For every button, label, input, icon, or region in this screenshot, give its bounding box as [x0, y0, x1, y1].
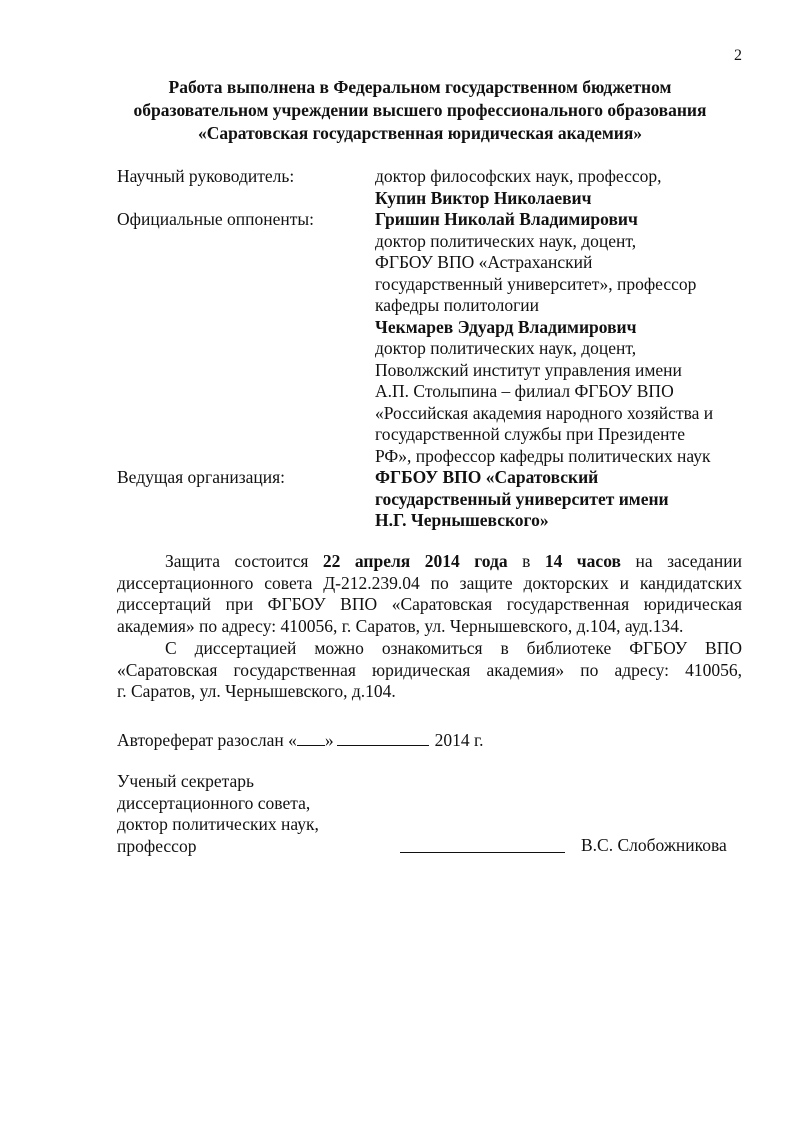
opponent-1-name: Гришин Николай Владимирович — [375, 209, 638, 229]
secretary-line: профессор — [117, 835, 197, 856]
opponent-2-line: «Российская академия народного хозяйства и — [375, 402, 714, 423]
defense-time: 14 часов — [544, 551, 621, 571]
defense-line-1: Защита состоится 22 апреля 2014 года в 14 часов на заседании — [165, 551, 743, 571]
header-line-1: Работа выполнена в Федеральном государственном бюджетном — [168, 77, 672, 97]
secretary-line: Ученый секретарь — [117, 771, 254, 791]
opponent-2-line: доктор политических наук, доцент, — [375, 338, 637, 358]
library-line-2: «Саратовская государственная юридическая академия» по адресу: 410056, — [117, 659, 742, 680]
distributed-line: Автореферат разослан « » 2014 г. — [117, 730, 484, 750]
library-line-1: С диссертацией можно ознакомиться в библиотеке ФГБОУ ВПО — [165, 638, 742, 658]
leading-org-line: ФГБОУ ВПО «Саратовский — [375, 467, 599, 487]
header-line-3: «Саратовская государственная юридическая академия» — [197, 123, 643, 143]
page-number: 2 — [734, 47, 742, 64]
leading-org-line: государственный университет имени — [375, 488, 669, 509]
header-line-2: образовательном учреждении высшего профессионального образования — [133, 100, 707, 120]
supervisor-block — [375, 166, 662, 209]
opponent-2-line: А.П. Столыпина – филиал ФГБОУ ВПО — [375, 381, 674, 401]
defense-line-2: диссертационного совета Д-212.239.04 по защите докторских и кандидатских — [117, 572, 742, 593]
opponent-1-line: кафедры политологии — [375, 295, 539, 315]
opponent-1-line: ФГБОУ ВПО «Астраханский — [375, 252, 593, 272]
opponents-block — [375, 209, 713, 467]
leading-org-line: Н.Г. Чернышевского» — [375, 510, 549, 530]
opponent-2-line: государственной службы при Президенте — [375, 424, 685, 444]
defense-line-4: академия» по адресу: 410056, г. Саратов, ул. Чернышевского, д.104, ауд.134. — [117, 615, 684, 636]
secretary-name: В.С. Слобожникова — [581, 835, 727, 855]
defense-paragraph — [117, 551, 742, 637]
opponent-2-line: Поволжский институт управления имени — [375, 359, 682, 380]
defense-date: 22 апреля 2014 года — [322, 551, 508, 571]
library-line-3: г. Саратов, ул. Чернышевского, д.104. — [117, 681, 396, 702]
secretary-block — [117, 771, 319, 857]
supervisor-label: Научный руководитель: — [117, 166, 295, 186]
opponents-label: Официальные оппоненты: — [117, 209, 314, 229]
leading-org-block — [375, 467, 669, 532]
institution-header — [50, 76, 790, 145]
opponent-2-name: Чекмарев Эдуард Владимирович — [375, 316, 637, 337]
supervisor-degree: доктор философских наук, профессор, — [375, 166, 662, 186]
defense-line-3: диссертаций при ФГБОУ ВПО «Саратовская государственная юридическая — [117, 594, 742, 615]
opponent-1-line: государственный университет», профессор — [375, 273, 697, 294]
secretary-line: доктор политических наук, — [117, 814, 319, 834]
signature-line — [400, 852, 565, 853]
opponent-1-line: доктор политических наук, доцент, — [375, 230, 637, 251]
supervisor-name: Купин Виктор Николаевич — [375, 187, 592, 208]
library-paragraph — [117, 638, 742, 703]
month-blank — [337, 744, 429, 746]
leading-org-label: Ведущая организация: — [117, 467, 286, 487]
secretary-line: диссертационного совета, — [117, 792, 311, 813]
opponent-2-line: РФ», профессор кафедры политических наук — [375, 445, 711, 466]
day-blank — [297, 744, 325, 746]
